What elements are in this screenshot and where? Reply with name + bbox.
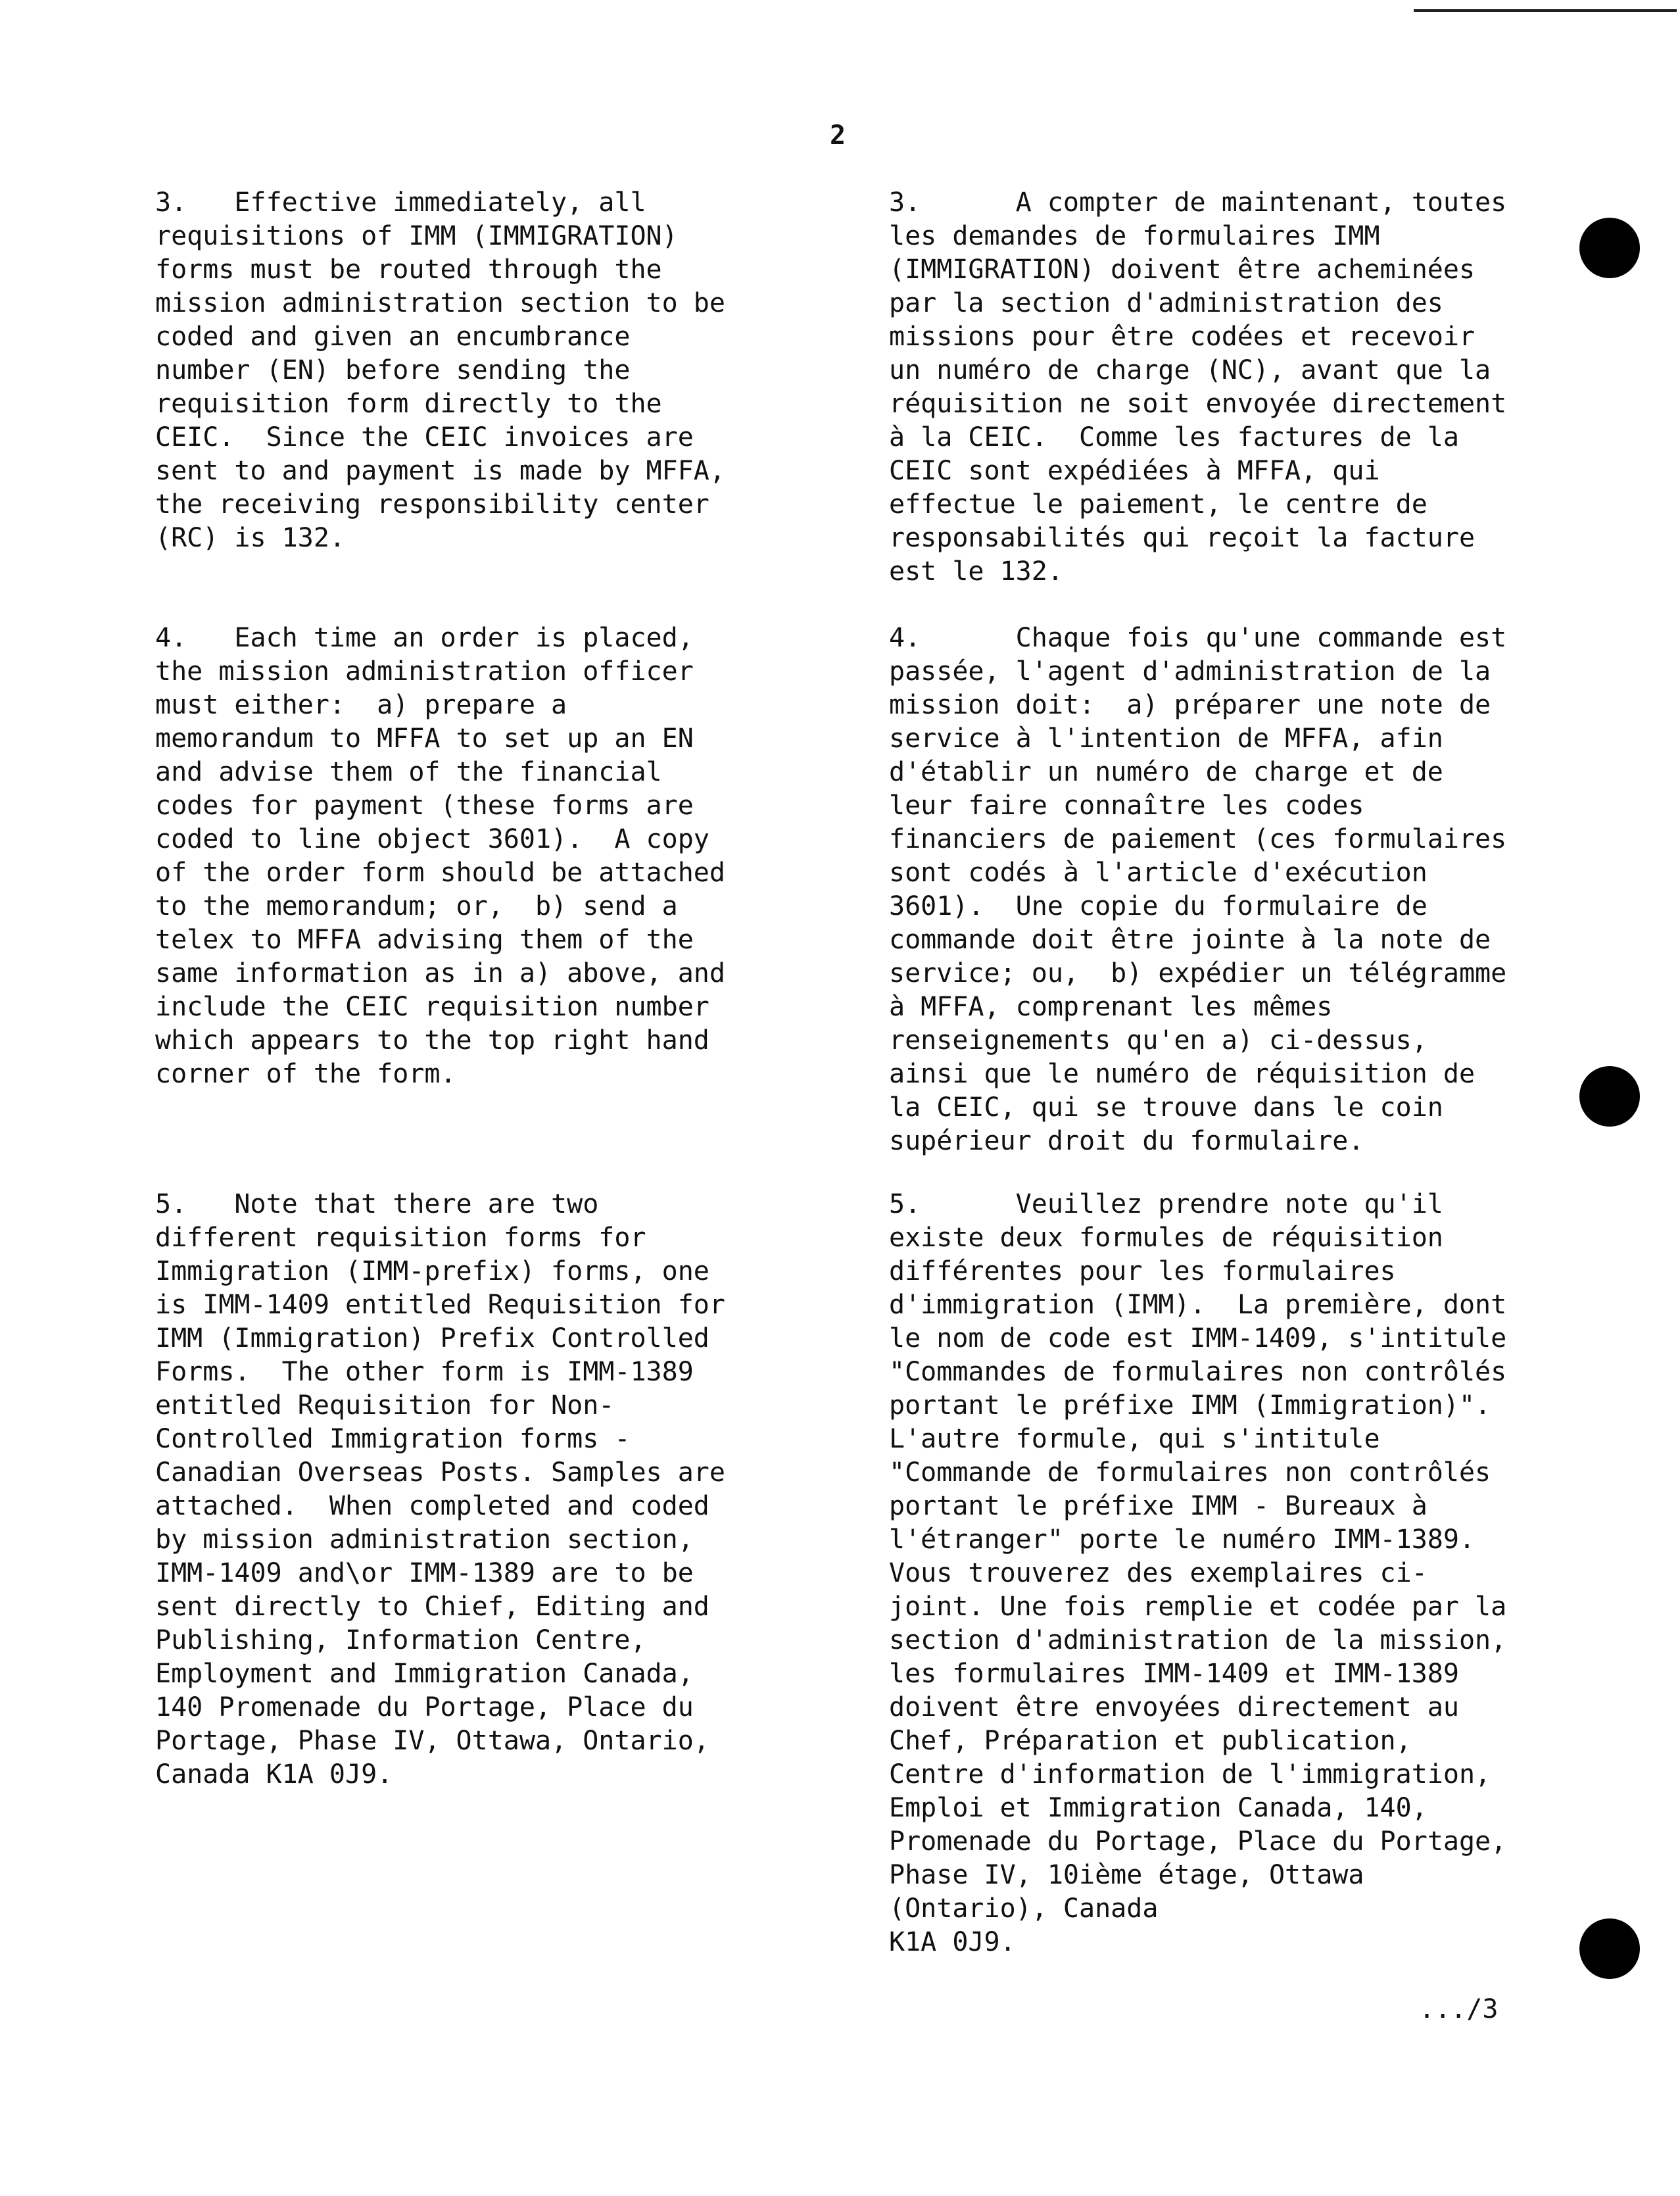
french-paragraph-4: 4. Chaque fois qu'une commande est passée, l'agent d'administration de la mission doit: a) préparer une note de service à l'intention de MFFA, afin d'établir un numéro de charge et de leur faire connaître les codes financiers de paiement (ces formulaires sont codés à l'article d'exécution 3601). Une copie du formulaire de commande doit être jointe à la note de service; ou, b) expédier un télégramme à MFFA, comprenant les mêmes renseignements qu'en a) ci-dessus, ainsi que le numéro de réquisition de la CEIC, qui se trouve dans le coin supérieur droit du formulaire. — [889, 623, 1507, 1156]
english-paragraph-4: 4. Each time an order is placed, the mission administration officer must either: a) prepare a memorandum to MFFA to set up an EN and advise them of the financial codes for payment (these forms are coded to line object 3601). A copy of the order form should be attached to the memorandum; or, b) send a telex to MFFA advising them of the same information as in a) above, and include the CEIC requisition number which appears to the top right hand corner of the form. — [155, 623, 725, 1089]
french-paragraph-3: 3. A compter de maintenant, toutes les demandes de formulaires IMM (IMMIGRATION) doivent être acheminées par la section d'administration des missions pour être codées et recevoir un numéro de charge (NC), avant que la réquisition ne soit envoyée directement à la CEIC. Comme les factures de la CEIC sont expédiées à MFFA, qui effectue le paiement, le centre de responsabilités qui reçoit la facture est le 132. — [889, 187, 1507, 587]
english-column-para5 — [155, 1188, 892, 1792]
english-column-para4 — [155, 622, 892, 1091]
continued-marker: .../3 — [1419, 1994, 1499, 2024]
top-rule — [1414, 9, 1677, 12]
french-column-para4 — [889, 622, 1625, 1158]
french-column-para5 — [889, 1188, 1625, 1959]
punch-hole-top — [1579, 218, 1640, 278]
english-column — [155, 186, 892, 555]
punch-hole-middle — [1579, 1066, 1640, 1127]
english-paragraph-3: 3. Effective immediately, all requisitions of IMM (IMMIGRATION) forms must be routed through the mission administration section to be coded and given an encumbrance number (EN) before sending the requisition form directly to the CEIC. Since the CEIC invoices are sent to and payment is made by MFFA, the receiving responsibility center (RC) is 132. — [155, 187, 725, 553]
page-number: 2 — [830, 120, 846, 151]
punch-hole-bottom — [1579, 1918, 1640, 1979]
french-column — [889, 186, 1625, 589]
french-paragraph-5: 5. Veuillez prendre note qu'il existe deux formules de réquisition différentes pour les formulaires d'immigration (IMM). La première, dont le nom de code est IMM-1409, s'intitule "Commandes de formulaires non contrôlés portant le préfixe IMM (Immigration)". L'autre formule, qui s'intitule "Commande de formulaires non contrôlés portant le préfixe IMM - Bureaux à l'étranger" porte le numéro IMM-1389. Vous trouverez des exemplaires ci- joint. Une fois remplie et codée par la section d'administration de la mission, les formulaires IMM-1409 et IMM-1389 doivent être envoyées directement au Chef, Préparation et publication, Centre d'information de l'immigration, Emploi et Immigration Canada, 140, Promenade du Portage, Place du Portage, Phase IV, 10ième étage, Ottawa (Ontario), Canada K1A 0J9. — [889, 1189, 1507, 1957]
english-paragraph-5: 5. Note that there are two different requisition forms for Immigration (IMM-prefix) forms, one is IMM-1409 entitled Requisition for IMM (Immigration) Prefix Controlled Forms. The other form is IMM-1389 entitled Requisition for Non- Controlled Immigration forms - Canadian Overseas Posts. Samples are attached. When completed and coded by mission administration section, IMM-1409 and\or IMM-1389 are to be sent directly to Chief, Editing and Publishing, Information Centre, Employment and Immigration Canada, 140 Promenade du Portage, Place du Portage, Phase IV, Ottawa, Ontario, Canada K1A 0J9. — [155, 1189, 725, 1790]
